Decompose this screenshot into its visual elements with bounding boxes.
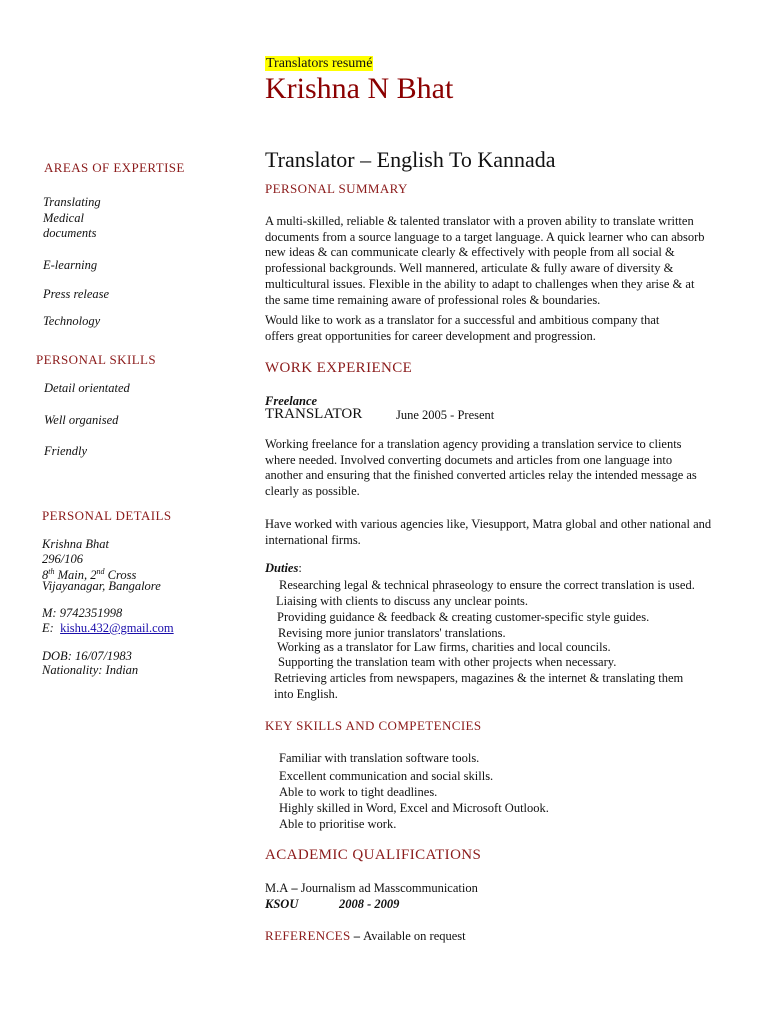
key-skill-item: Able to prioritise work. <box>279 817 397 831</box>
duty-item: Providing guidance & feedback & creating customer-specific style guides. <box>277 610 650 624</box>
details-dob: DOB: 16/07/1983 <box>42 649 132 663</box>
details-house: 296/106 <box>42 552 83 566</box>
duty-item: into English. <box>274 687 338 701</box>
details-email-row: E: kishu.432@gmail.com <box>42 621 174 635</box>
work-experience-heading: WORK EXPERIENCE <box>265 360 413 376</box>
job-role: TRANSLATOR <box>265 406 363 422</box>
key-skill-item: Excellent communication and social skills. <box>279 769 494 783</box>
academic-years: 2008 - 2009 <box>339 897 400 911</box>
details-name: Krishna Bhat <box>42 537 110 551</box>
personal-details-heading: PERSONAL DETAILS <box>42 508 172 523</box>
expertise-item: Medical <box>43 211 84 225</box>
duty-item: Liaising with clients to discuss any unclear points. <box>276 594 529 608</box>
skill-item: Detail orientated <box>44 381 130 395</box>
job-dates: June 2005 - Present <box>396 408 495 422</box>
document-tag <box>265 54 373 72</box>
details-city: Vijayanagar, Bangalore <box>42 579 161 593</box>
expertise-item: Press release <box>43 287 110 301</box>
key-skill-item: Highly skilled in Word, Excel and Microsoft Outlook. <box>279 801 549 815</box>
details-street: 8th Main, 2nd Cross <box>42 567 137 583</box>
personal-skills-heading: PERSONAL SKILLS <box>36 352 157 367</box>
expertise-heading: AREAS OF EXPERTISE <box>44 160 185 175</box>
degree: M.A – Journalism ad Masscommunication <box>265 881 478 895</box>
expertise-item: documents <box>43 226 97 240</box>
job-title: Translator – English To Kannada <box>265 147 556 172</box>
candidate-name: Krishna N Bhat <box>265 72 454 105</box>
duties-label: Duties: <box>265 561 302 575</box>
employment-type: Freelance <box>265 394 318 408</box>
document-tag-text: Translators resumé <box>266 56 373 71</box>
work-paragraph: Working freelance for a translation agency providing a translation service to clients where needed. Involved converting documets and articles from one language into another and ensuring that the finished converted articles relay the intended message as clearly as possible. <box>265 437 697 499</box>
summary-paragraph: A multi-skilled, reliable & talented translator with a proven ability to translate written documents from a source language to a target language. A quick learner who can absorb new ideas & can communicate clearly & effectively with people from all social & professional backgrounds. Well mannered, articulate & fully aware of diversity & multicultural issues. Flexible in the ability to adapt to challenges when they arise & at the same time remaining aware of professional roles & boundaries. <box>265 214 705 307</box>
key-skill-item: Able to work to tight deadlines. <box>279 785 438 799</box>
key-skills-heading: KEY SKILLS AND COMPETENCIES <box>265 718 482 733</box>
agencies-paragraph: Have worked with various agencies like, Viesupport, Matra global and other national and international firms. <box>265 517 712 547</box>
duty-item: Supporting the translation team with other projects when necessary. <box>278 655 617 669</box>
objective-paragraph: Would like to work as a translator for a successful and ambitious company that offers great opportunities for career development and progression. <box>265 313 660 343</box>
expertise-item: E-learning <box>43 258 98 272</box>
expertise-item: Translating <box>43 195 101 209</box>
duty-item: Revising more junior translators' translations. <box>278 626 506 640</box>
duty-item: Retrieving articles from newspapers, magazines & the internet & translating them <box>274 671 684 685</box>
institution: KSOU <box>265 897 299 911</box>
summary-heading: PERSONAL SUMMARY <box>265 181 408 196</box>
academic-heading: ACADEMIC QUALIFICATIONS <box>265 847 482 863</box>
expertise-item: Technology <box>43 314 101 328</box>
duty-item: Researching legal & technical phraseology to ensure the correct translation is used. <box>279 578 695 592</box>
skill-item: Well organised <box>44 413 119 427</box>
email-link[interactable]: kishu.432@gmail.com <box>60 621 174 635</box>
details-nationality: Nationality: Indian <box>42 663 139 677</box>
details-mobile: M: 9742351998 <box>42 606 123 620</box>
skill-item: Friendly <box>44 444 88 458</box>
duty-item: Working as a translator for Law firms, charities and local councils. <box>277 640 611 654</box>
key-skill-item: Familiar with translation software tools. <box>279 751 480 765</box>
references: REFERENCES – Available on request <box>265 928 466 943</box>
